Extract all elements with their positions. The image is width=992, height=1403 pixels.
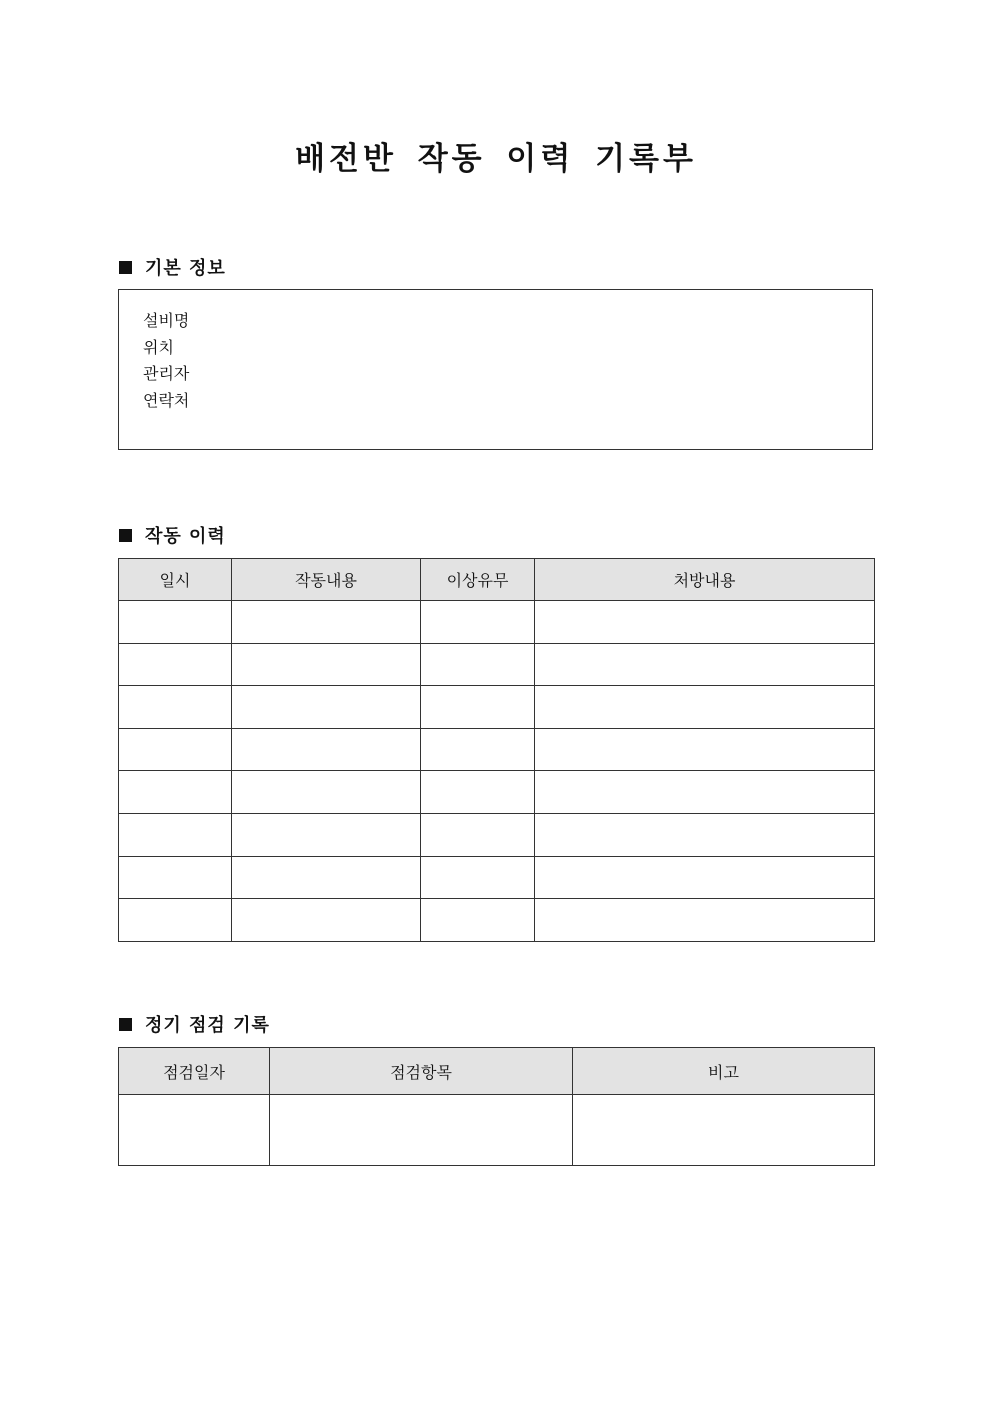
table-cell[interactable] [232,728,421,771]
column-header-remarks: 비고 [573,1048,875,1095]
inspection-table [118,1047,875,1166]
table-row [119,601,875,644]
section-heading-inspection [119,1011,270,1037]
field-label-manager: 관리자 [143,364,190,384]
table-row [119,771,875,814]
field-label-contact: 연락처 [143,391,190,411]
table-cell[interactable] [421,643,535,686]
table-cell[interactable] [535,813,875,856]
column-header-abnormality: 이상유무 [421,559,535,601]
table-cell[interactable] [232,771,421,814]
table-cell[interactable] [421,601,535,644]
square-bullet-icon [119,1018,132,1031]
table-cell[interactable] [119,771,232,814]
table-cell[interactable] [232,899,421,942]
table-cell[interactable] [535,899,875,942]
square-bullet-icon [119,529,132,542]
table-cell[interactable] [573,1095,875,1166]
column-header-operation: 작동내용 [232,559,421,601]
column-header-inspection-item: 점검항목 [270,1048,573,1095]
table-header-row [119,1048,875,1095]
table-cell[interactable] [232,601,421,644]
document-title: 배전반 작동 이력 기록부 [295,141,697,177]
table-row [119,686,875,729]
table-cell[interactable] [421,899,535,942]
table-cell[interactable] [421,686,535,729]
table-cell[interactable] [535,601,875,644]
column-header-inspection-date: 점검일자 [119,1048,270,1095]
table-cell[interactable] [232,686,421,729]
table-cell[interactable] [421,813,535,856]
table-cell[interactable] [119,643,232,686]
table-cell[interactable] [421,856,535,899]
table-row [119,899,875,942]
table-cell[interactable] [119,601,232,644]
table-cell[interactable] [119,813,232,856]
table-row [119,1095,875,1166]
table-cell[interactable] [270,1095,573,1166]
field-label-location: 위치 [143,337,174,357]
section-heading-operation-history [119,522,226,548]
table-cell[interactable] [119,686,232,729]
table-cell[interactable] [232,643,421,686]
table-cell[interactable] [119,899,232,942]
section-heading-label: 정기 점검 기록 [145,1015,270,1036]
table-row [119,643,875,686]
table-cell[interactable] [535,643,875,686]
table-cell[interactable] [535,728,875,771]
table-cell[interactable] [119,728,232,771]
basic-info-box [118,289,873,450]
table-cell[interactable] [535,856,875,899]
section-heading-basic-info [119,254,226,280]
operation-history-table [118,558,875,942]
table-cell[interactable] [421,771,535,814]
table-row [119,728,875,771]
table-cell[interactable] [232,813,421,856]
section-heading-label: 작동 이력 [145,526,226,547]
column-header-datetime: 일시 [119,559,232,601]
table-cell[interactable] [535,771,875,814]
table-header-row [119,559,875,601]
table-row [119,813,875,856]
column-header-action-taken: 처방내용 [535,559,875,601]
section-heading-label: 기본 정보 [145,258,226,279]
table-cell[interactable] [535,686,875,729]
table-cell[interactable] [119,856,232,899]
table-row [119,856,875,899]
table-cell[interactable] [119,1095,270,1166]
table-cell[interactable] [421,728,535,771]
field-label-equipment-name: 설비명 [143,311,190,330]
table-cell[interactable] [232,856,421,899]
square-bullet-icon [119,261,132,274]
